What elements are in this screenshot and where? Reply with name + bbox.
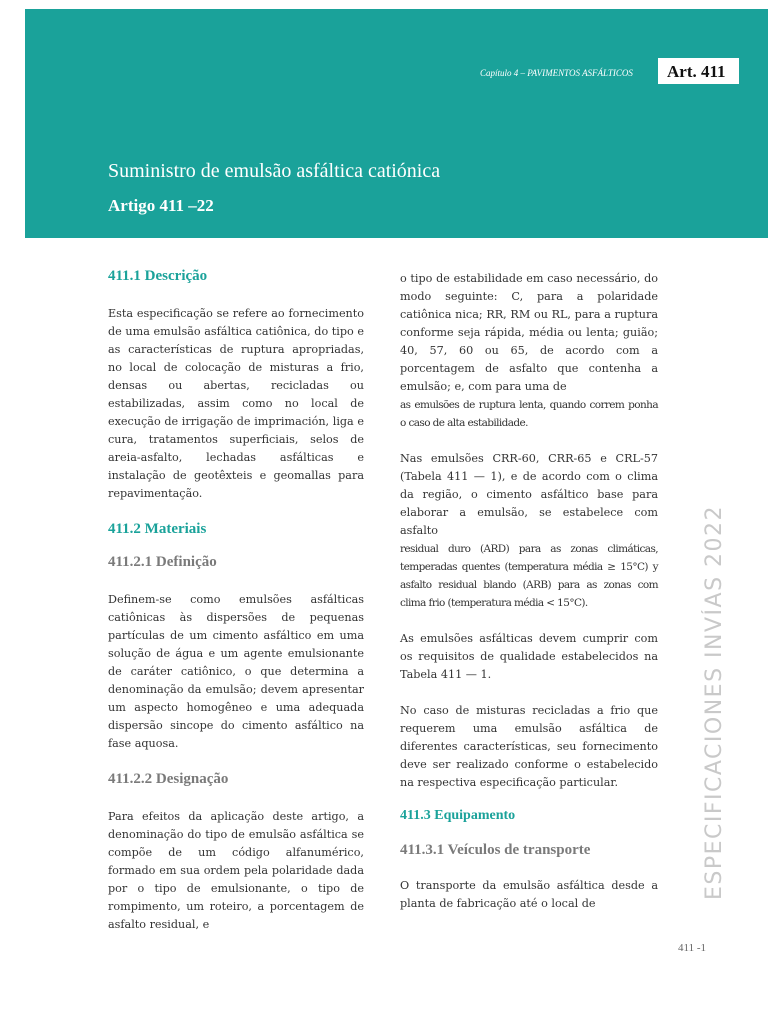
heading-411-1: 411.1 Descrição xyxy=(108,268,208,284)
paragraph-transport: O transporte da emulsão asfáltica desde a planta de fabricação até o local de xyxy=(400,879,658,910)
page-subtitle: Artigo 411 –22 xyxy=(108,196,214,215)
paragraph-recycled: No caso de misturas recicladas a frio que requerem uma emulsão asfáltica de diferentes características, seu fornecimento deve ser realizado conforme o estabelecido na respectiva especificação particular. xyxy=(400,704,658,789)
heading-411-3-1: 411.3.1 Veículos de transporte xyxy=(400,842,591,858)
page-title: Suministro de emulsão asfáltica catiónica xyxy=(108,160,441,182)
paragraph-emulsions-cont: residual duro (ARD) para as zonas climáticas, temperadas quentes (temperatura média ≥ 15°C) y asfalto residual blando (ARB) para as zonas com clima frio (temperatura média < 15°C). xyxy=(400,543,658,609)
heading-411-3: 411.3 Equipamento xyxy=(400,808,516,823)
paragraph-designation: Para efeitos da aplicação deste artigo, a denominação do tipo de emulsão asfáltica se compõe de um código alfanumérico, formado em sua ordem pela polaridade dada por o tipo de emulsionante, o tipo de rompimento, um roteiro, a porcentagem de asfalto residual, e xyxy=(108,810,364,931)
left-column xyxy=(108,268,364,934)
heading-411-2: 411.2 Materiais xyxy=(108,521,207,537)
paragraph-definition: Definem-se como emulsões asfálticas catiônicas às dispersões de pequenas partículas de um cimento asfáltico em uma solução de água e um agente emulsionante de caráter catiônico, o que determina a denominação da emulsão; devem apresentar um aspecto homogêneo e uma adequada dispersão sincope do cimento asfáltico na fase aquosa. xyxy=(108,593,364,750)
paragraph-stability-cont: as emulsões de ruptura lenta, quando correm ponha o caso de alta estabilidade. xyxy=(400,399,658,429)
paragraph-requirements: As emulsões asfálticas devem cumprir com os requisitos de qualidade estabelecidos na Tabela 411 — 1. xyxy=(400,632,658,681)
paragraph-emulsions: Nas emulsões CRR-60, CRR-65 e CRL-57 (Tabela 411 — 1), e de acordo com o clima da região, o cimento asfáltico base para elaborar a emulsão, se estabelece com asfalto xyxy=(400,452,658,537)
heading-411-2-1: 411.2.1 Definição xyxy=(108,554,217,570)
paragraph-description: Esta especificação se refere ao fornecimento de uma emulsão asfáltica catiônica, do tipo e as características de ruptura apropriadas, no local de colocação de misturas a frio, densas ou abertas, recicladas ou estabilizadas, assim como no local de execução de irrigação de imprimación, liga e cura, tratamentos superficiais, selos de areia-asfalto, lechadas asfálticas e instalação de geotêxteis e geomallas para repavimentação. xyxy=(108,307,364,500)
right-column xyxy=(400,270,658,913)
heading-411-2-2: 411.2.2 Designação xyxy=(108,771,229,787)
paragraph-stability: o tipo de estabilidade em caso necessário, do modo seguinte: C, para a polaridade catiônica nica; RR, RM ou RL, para a ruptura conforme seja rápida, média ou lenta; guião; 40, 57, 60 ou 65, de acordo com a porcentagem de asfalto que contenha a emulsão; e, com para uma de xyxy=(400,272,658,393)
article-badge: Art. 411 xyxy=(658,58,739,84)
page-number: 411 -1 xyxy=(678,942,707,954)
side-watermark-text: ESPECIFICACIONES INVÍAS 2022 xyxy=(702,504,727,900)
chapter-label: Capítulo 4 – PAVIMENTOS ASFÁLTICOS xyxy=(480,68,633,78)
